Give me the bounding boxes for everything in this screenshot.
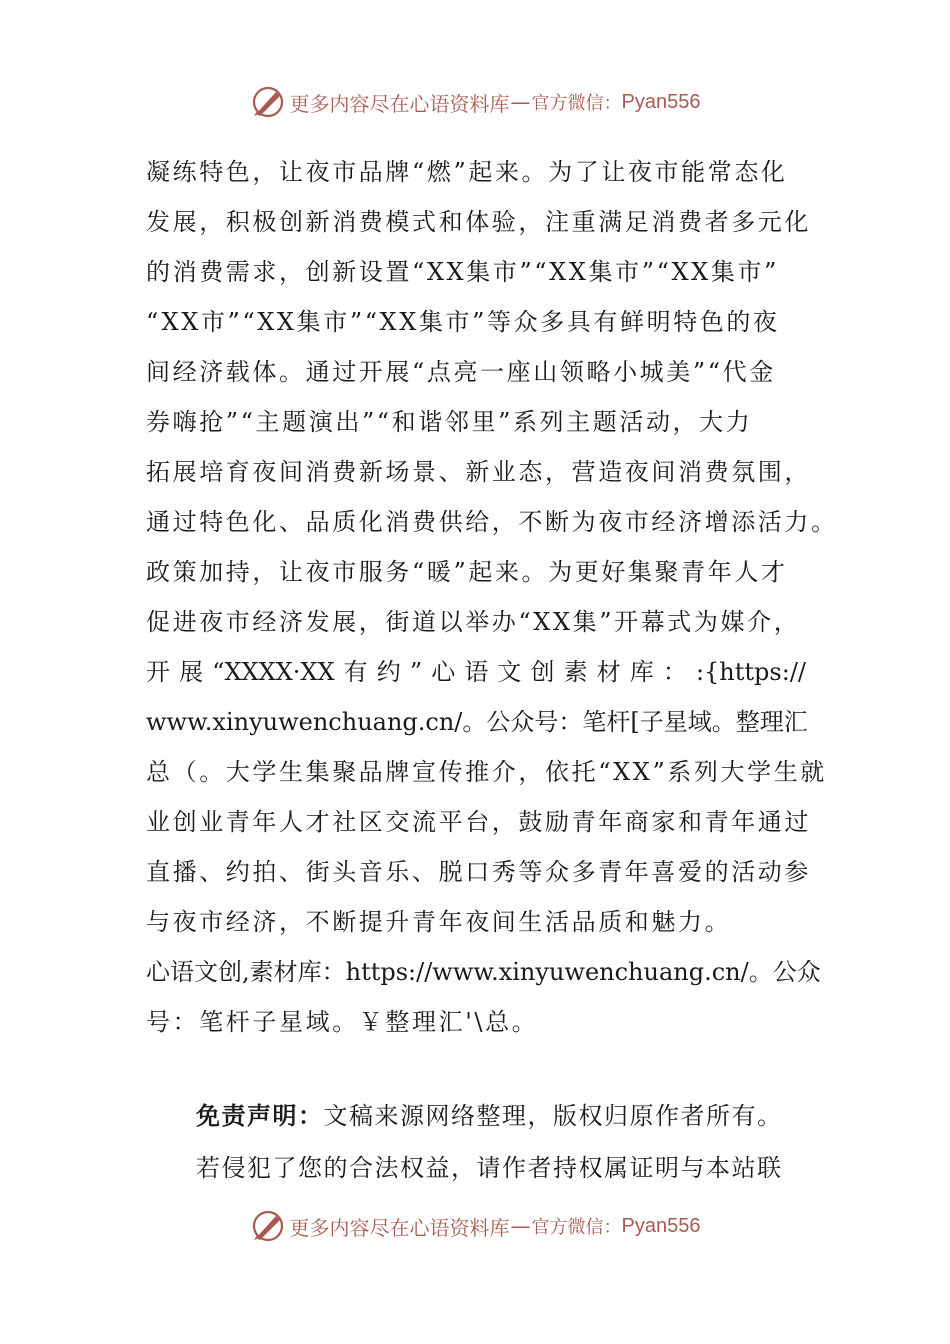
- disclaimer-text: 文稿来源网络整理，版权归原作者所有。: [323, 1102, 783, 1130]
- banner-wechat-label: 官方微信：: [531, 93, 622, 114]
- banner-dash: —: [510, 1214, 531, 1238]
- pen-logo-icon: [250, 1208, 286, 1244]
- text-line: 业创业青年人才社区交流平台，鼓励青年商家和青年通过: [146, 808, 811, 836]
- text-line: 政策加持，让夜市服务“暖”起来。为更好集聚青年人才: [146, 558, 788, 586]
- text-line: 间经济载体。通过开展“点亮一座山领略小城美”“代金: [146, 358, 776, 386]
- disclaimer-line: 若侵犯了您的合法权益，请作者持权属证明与本站联: [196, 1154, 783, 1182]
- banner-dash: —: [510, 90, 531, 114]
- text-line: “XX市”“XX集市”“XX集市”等众多具有鲜明特色的夜: [146, 308, 780, 336]
- text-line: 总（。大学生集聚品牌宣传推介，依托“XX”系列大学生就: [146, 758, 827, 786]
- text-line: 券嗨抢”“主题演出”“和谐邻里”系列主题活动，大力: [146, 408, 753, 436]
- pen-logo-icon: [250, 84, 286, 120]
- banner-wechat-label: 官方微信：: [531, 1217, 622, 1238]
- banner-title: 更多内容尽在心语资料库: [289, 1215, 510, 1240]
- text-line: 凝练特色，让夜市品牌“燃”起来。为了让夜市能常态化: [146, 158, 788, 186]
- banner-title: 更多内容尽在心语资料库: [289, 91, 510, 116]
- text-line: 通过特色化、品质化消费供给，不断为夜市经济增添活力。: [146, 508, 838, 536]
- disclaimer: [196, 1090, 806, 1194]
- text-line: 拓展培育夜间消费新场景、新业态，营造夜间消费氛围，: [146, 458, 811, 486]
- header-banner: [0, 82, 950, 122]
- text-line: 的消费需求，创新设置“XX集市”“XX集市”“XX集市”: [146, 258, 779, 286]
- disclaimer-label: 免责声明：: [196, 1101, 324, 1130]
- text-line: 号：笔杆子星域。￥整理汇'\总。: [146, 1008, 539, 1036]
- article-body: [146, 147, 838, 1047]
- text-line: www.xinyuwenchuang.cn/。公众号：笔杆[子星域。整理汇: [146, 708, 808, 736]
- footer-banner: [0, 1206, 950, 1246]
- text-line: 促进夜市经济发展，街道以举办“XX集”开幕式为媒介，: [146, 608, 801, 636]
- text-line: 发展，积极创新消费模式和体验，注重满足消费者多元化: [146, 208, 811, 236]
- text-line: 开展“XXXX·XX有约”心语文创素材库：:{https://: [146, 658, 806, 686]
- text-line: 与夜市经济，不断提升青年夜间生活品质和魅力。: [146, 908, 732, 936]
- text-line: 心语文创,素材库：https://www.xinyuwenchuang.cn/。公众: [146, 958, 821, 986]
- disclaimer-line: [196, 1090, 806, 1142]
- text-line: 直播、约拍、街头音乐、脱口秀等众多青年喜爱的活动参: [146, 858, 811, 886]
- banner-wechat-id: Pyan556: [621, 90, 701, 113]
- banner-wechat-id: Pyan556: [621, 1214, 701, 1237]
